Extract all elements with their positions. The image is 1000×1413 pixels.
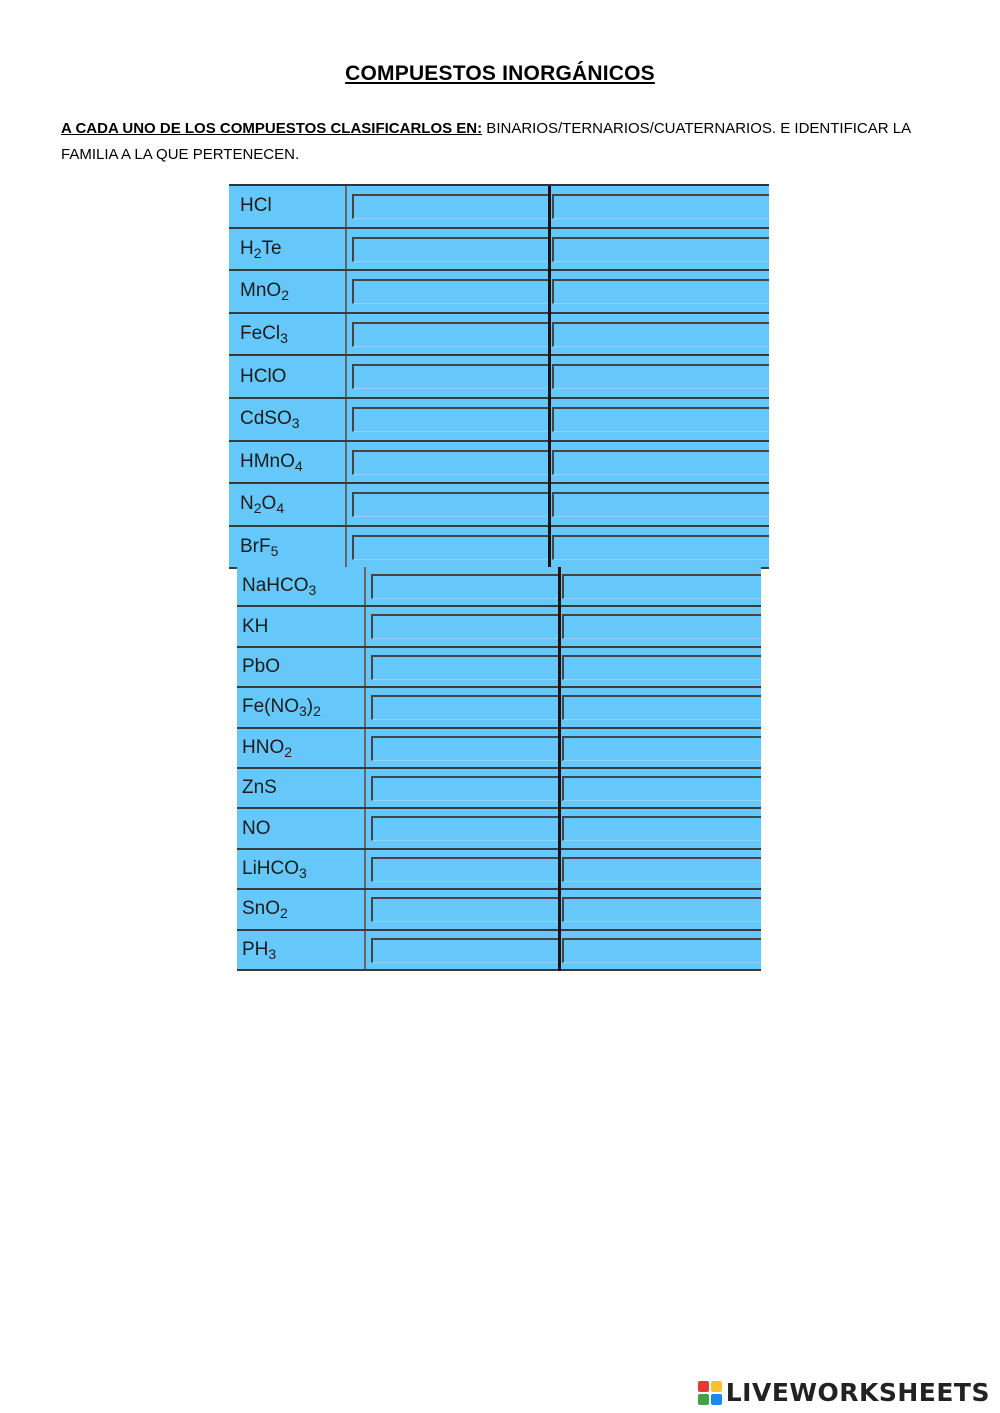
compound-row — [229, 271, 769, 314]
column-separator — [364, 567, 366, 605]
compound-formula — [240, 356, 286, 397]
family-field[interactable] — [562, 614, 761, 639]
family-input[interactable] — [554, 537, 769, 559]
formula-subscript: 3 — [291, 415, 300, 432]
classification-field[interactable] — [352, 194, 548, 219]
classification-input[interactable] — [373, 738, 559, 760]
column-separator — [345, 186, 347, 227]
formula-subscript: 3 — [280, 330, 288, 347]
classification-field[interactable] — [352, 450, 548, 475]
family-input[interactable] — [564, 778, 761, 800]
family-input[interactable] — [554, 494, 769, 516]
family-field[interactable] — [552, 535, 769, 560]
classification-field[interactable] — [352, 535, 548, 560]
compound-row — [229, 314, 769, 357]
formula-subscript: 3 — [268, 945, 277, 962]
formula-subscript: 5 — [270, 543, 279, 560]
family-field[interactable] — [562, 816, 761, 841]
formula-part: Te — [261, 237, 282, 259]
family-field[interactable] — [562, 857, 761, 882]
formula-part: NaHCO — [242, 575, 309, 597]
family-input[interactable] — [564, 899, 761, 921]
classification-field[interactable] — [371, 816, 559, 841]
formula-part: H — [240, 237, 254, 259]
column-separator — [364, 607, 366, 645]
classification-field[interactable] — [371, 695, 559, 720]
column-separator — [345, 314, 347, 355]
classification-field[interactable] — [352, 279, 548, 304]
classification-input[interactable] — [373, 859, 559, 881]
family-field[interactable] — [562, 776, 761, 801]
compound-formula — [242, 729, 292, 767]
compound-formula — [242, 890, 288, 928]
compound-row — [229, 484, 769, 527]
compound-formula — [242, 607, 268, 645]
classification-field[interactable] — [371, 655, 559, 680]
compound-row — [237, 729, 761, 769]
family-field[interactable] — [562, 897, 761, 922]
compound-row — [237, 809, 761, 849]
column-separator — [364, 850, 366, 888]
formula-subscript: 2 — [253, 244, 262, 261]
classification-field[interactable] — [371, 857, 559, 882]
formula-subscript: 4 — [294, 457, 303, 474]
formula-part: FeCl — [240, 323, 281, 345]
family-input[interactable] — [564, 859, 761, 881]
logo-square — [711, 1394, 722, 1405]
family-field[interactable] — [552, 194, 769, 219]
compounds-table-2 — [237, 567, 761, 971]
classification-input[interactable] — [373, 697, 559, 719]
formula-part: HNO — [242, 736, 285, 758]
classification-field[interactable] — [371, 614, 559, 639]
classification-field[interactable] — [371, 897, 559, 922]
instructions — [61, 116, 941, 168]
formula-subscript: 2 — [253, 500, 262, 517]
column-separator — [364, 688, 366, 726]
compound-row — [237, 648, 761, 688]
family-field[interactable] — [552, 279, 769, 304]
family-field[interactable] — [562, 938, 761, 963]
classification-field[interactable] — [352, 364, 548, 389]
family-input[interactable] — [554, 409, 769, 431]
formula-part: N — [240, 493, 254, 515]
classification-input[interactable] — [373, 818, 559, 840]
compound-row — [237, 567, 761, 607]
family-input[interactable] — [564, 657, 761, 679]
compound-row — [229, 356, 769, 399]
column-separator — [345, 442, 347, 483]
instructions-lead: A CADA UNO DE LOS COMPUESTOS CLASIFICARLOS EN: — [61, 120, 483, 137]
column-separator — [364, 931, 366, 969]
column-separator — [345, 356, 347, 397]
column-separator — [364, 648, 366, 686]
classification-field[interactable] — [352, 407, 548, 432]
formula-subscript: 4 — [276, 500, 285, 517]
compound-formula — [240, 484, 284, 525]
formula-part: BrF — [240, 536, 271, 558]
compound-row — [237, 890, 761, 930]
family-field[interactable] — [552, 450, 769, 475]
compound-formula — [240, 271, 289, 312]
compound-row — [237, 769, 761, 809]
formula-part: HCl — [240, 195, 272, 217]
formula-part: ) — [306, 696, 314, 718]
classification-field[interactable] — [371, 574, 559, 599]
classification-field[interactable] — [352, 492, 548, 517]
column-separator — [345, 484, 347, 525]
family-field[interactable] — [562, 574, 761, 599]
family-input[interactable] — [564, 940, 761, 962]
column-separator — [345, 527, 347, 568]
column-separator — [345, 229, 347, 270]
logo-square — [711, 1381, 722, 1392]
classification-input[interactable] — [354, 196, 548, 218]
formula-part: CdSO — [240, 408, 292, 430]
compound-formula — [240, 229, 282, 270]
formula-subscript: 2 — [313, 703, 321, 720]
classification-input[interactable] — [354, 366, 548, 388]
classification-input[interactable] — [373, 778, 559, 800]
column-divider — [548, 186, 551, 569]
family-field[interactable] — [562, 736, 761, 761]
family-field[interactable] — [552, 237, 769, 262]
family-input[interactable] — [554, 196, 769, 218]
family-input[interactable] — [564, 738, 761, 760]
classification-input[interactable] — [373, 657, 559, 679]
family-field[interactable] — [562, 655, 761, 680]
family-input[interactable] — [564, 616, 761, 638]
logo-square — [698, 1394, 709, 1405]
family-input[interactable] — [554, 452, 769, 474]
formula-subscript: 3 — [308, 582, 317, 599]
compound-row — [229, 442, 769, 485]
formula-subscript: 2 — [284, 743, 293, 760]
classification-field[interactable] — [352, 322, 548, 347]
compound-formula — [240, 527, 278, 568]
classification-field[interactable] — [371, 938, 559, 963]
brand-text: LIVEWORKSHEETS — [725, 1378, 990, 1407]
classification-field[interactable] — [371, 776, 559, 801]
classification-input[interactable] — [354, 324, 548, 346]
family-input[interactable] — [554, 239, 769, 261]
compound-row — [237, 688, 761, 728]
logo-square — [698, 1381, 709, 1392]
compound-formula — [242, 688, 321, 726]
compound-formula — [242, 769, 277, 807]
formula-part: KH — [242, 615, 269, 637]
compounds-table-1 — [229, 184, 769, 569]
column-separator — [364, 769, 366, 807]
compound-formula — [242, 809, 271, 847]
liveworksheets-logo-icon — [698, 1381, 722, 1405]
formula-part: SnO — [242, 898, 281, 920]
column-separator — [364, 729, 366, 767]
family-field[interactable] — [552, 492, 769, 517]
formula-subscript: 2 — [280, 905, 288, 922]
family-field[interactable] — [552, 407, 769, 432]
compound-row — [229, 229, 769, 272]
family-field[interactable] — [552, 364, 769, 389]
family-input[interactable] — [554, 366, 769, 388]
classification-input[interactable] — [373, 616, 559, 638]
family-input[interactable] — [554, 324, 769, 346]
formula-part: MnO — [240, 280, 282, 302]
family-input[interactable] — [564, 697, 761, 719]
compound-formula — [242, 567, 316, 605]
compound-formula — [240, 314, 288, 355]
compound-formula — [240, 442, 303, 483]
brand-logo — [698, 1378, 990, 1407]
compound-row — [237, 850, 761, 890]
compound-row — [229, 186, 769, 229]
classification-input[interactable] — [373, 940, 559, 962]
formula-part: NO — [242, 817, 271, 839]
instructions-text: BINARIOS/TERNARIOS/CUATERNARIOS. E IDENTIFICAR LA FAMILIA A LA QUE PERTENECEN. — [61, 120, 911, 163]
formula-part: O — [261, 493, 277, 515]
formula-part: Fe(NO — [242, 696, 299, 718]
compound-formula — [242, 931, 276, 969]
formula-subscript: 2 — [281, 287, 289, 304]
compound-row — [229, 527, 769, 570]
compound-row — [237, 931, 761, 971]
formula-part: HClO — [240, 365, 287, 387]
classification-input[interactable] — [373, 899, 559, 921]
column-separator — [345, 399, 347, 440]
formula-subscript: 3 — [299, 864, 307, 881]
family-field[interactable] — [552, 322, 769, 347]
formula-part: LiHCO — [242, 857, 300, 879]
column-separator — [364, 890, 366, 928]
formula-subscript: 3 — [299, 703, 307, 720]
column-separator — [364, 809, 366, 847]
compound-row — [229, 399, 769, 442]
compound-formula — [242, 648, 280, 686]
compound-formula — [240, 186, 272, 227]
family-field[interactable] — [562, 695, 761, 720]
classification-input[interactable] — [354, 494, 548, 516]
classification-input[interactable] — [354, 537, 548, 559]
column-separator — [345, 271, 347, 312]
column-divider — [558, 567, 561, 971]
compound-formula — [242, 850, 307, 888]
family-input[interactable] — [564, 818, 761, 840]
formula-part: HMnO — [240, 450, 295, 472]
classification-input[interactable] — [354, 452, 548, 474]
page-title: COMPUESTOS INORGÁNICOS — [345, 62, 655, 85]
formula-part: PbO — [242, 655, 281, 677]
family-input[interactable] — [564, 576, 761, 598]
classification-input[interactable] — [373, 576, 559, 598]
classification-input[interactable] — [354, 239, 548, 261]
compound-formula — [240, 399, 300, 440]
compound-row — [237, 607, 761, 647]
classification-field[interactable] — [371, 736, 559, 761]
formula-part: ZnS — [242, 777, 277, 799]
classification-input[interactable] — [354, 281, 548, 303]
classification-field[interactable] — [352, 237, 548, 262]
family-input[interactable] — [554, 281, 769, 303]
formula-part: PH — [242, 938, 269, 960]
classification-input[interactable] — [354, 409, 548, 431]
